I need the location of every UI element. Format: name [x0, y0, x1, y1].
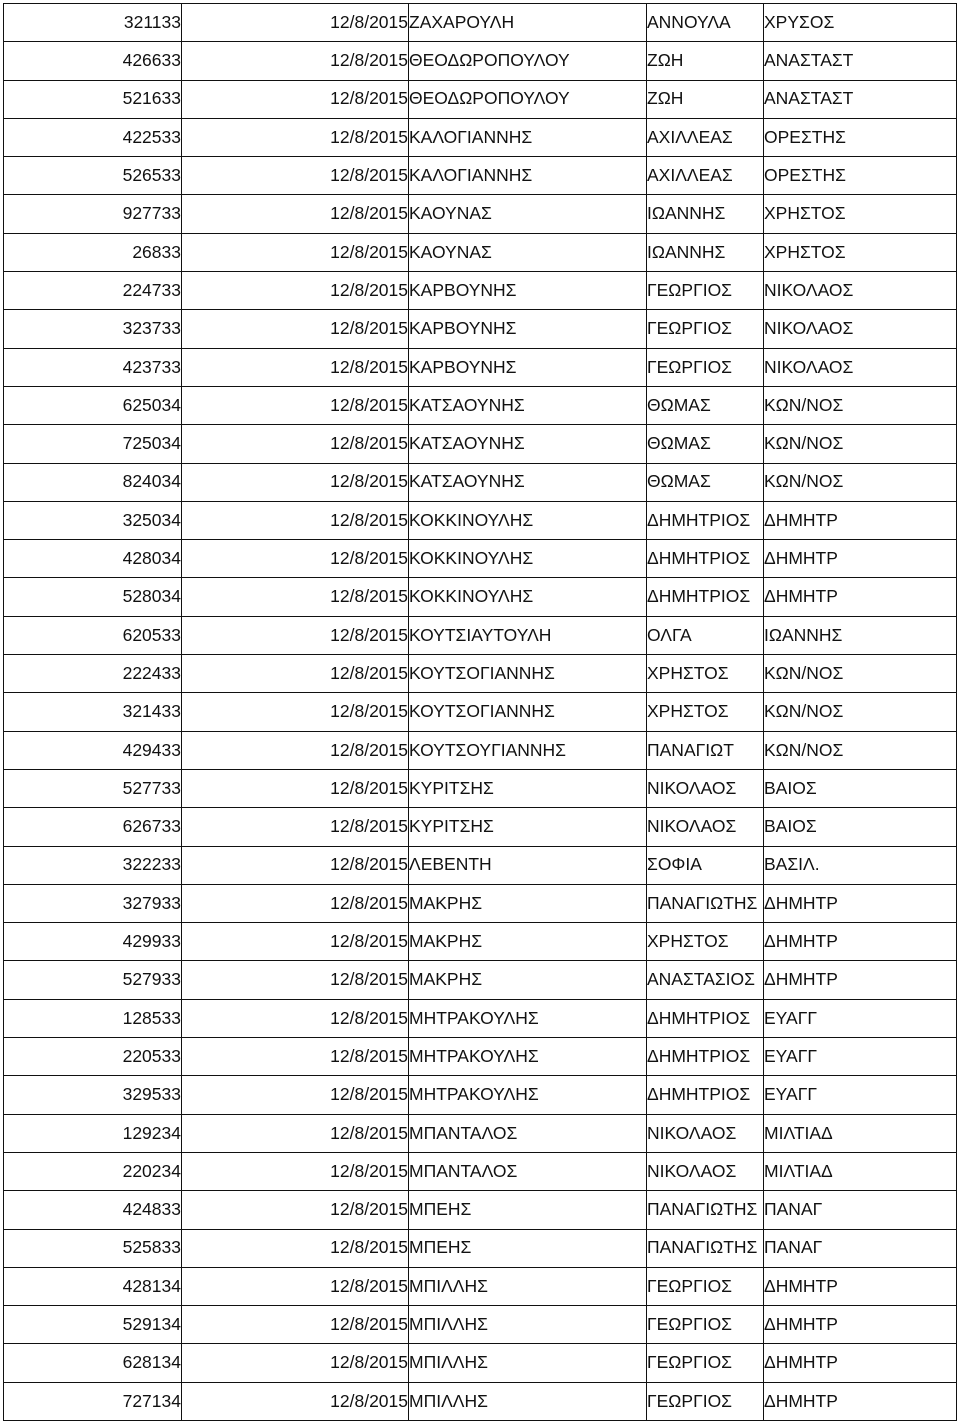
record-code-cell: 725034	[4, 425, 182, 463]
record-date-cell: 12/8/2015	[182, 923, 409, 961]
record-surname-cell: ΘΕΟΔΩΡΟΠΟΥΛΟΥ	[409, 80, 647, 118]
record-first-name-cell: ΑΝΝΟΥΛΑ	[647, 4, 764, 42]
record-date-cell: 12/8/2015	[182, 42, 409, 80]
record-father-name-cell: ΔΗΜΗΤΡ	[764, 923, 957, 961]
record-date-cell: 12/8/2015	[182, 1076, 409, 1114]
table-row	[4, 310, 957, 348]
record-first-name-cell: ΠΑΝΑΓΙΩΤΗΣ	[647, 884, 764, 922]
record-code-cell: 626733	[4, 808, 182, 846]
record-code-cell: 527733	[4, 769, 182, 807]
record-surname-cell: ΜΠΕΗΣ	[409, 1191, 647, 1229]
record-father-name-cell: ΠΑΝΑΓ	[764, 1229, 957, 1267]
record-surname-cell: ΜΠΙΛΛΗΣ	[409, 1306, 647, 1344]
record-father-name-cell: ΜΙΛΤΙΑΔ	[764, 1152, 957, 1190]
table-row	[4, 540, 957, 578]
record-father-name-cell: ΔΗΜΗΤΡ	[764, 1306, 957, 1344]
record-date-cell: 12/8/2015	[182, 1267, 409, 1305]
record-first-name-cell: ΟΛΓΑ	[647, 616, 764, 654]
record-father-name-cell: ΚΩΝ/ΝΟΣ	[764, 731, 957, 769]
record-first-name-cell: ΔΗΜΗΤΡΙΟΣ	[647, 578, 764, 616]
record-code-cell: 424833	[4, 1191, 182, 1229]
record-date-cell: 12/8/2015	[182, 4, 409, 42]
record-code-cell: 727134	[4, 1382, 182, 1420]
record-first-name-cell: ΓΕΩΡΓΙΟΣ	[647, 272, 764, 310]
table-row	[4, 655, 957, 693]
record-code-cell: 222433	[4, 655, 182, 693]
table-row	[4, 386, 957, 424]
table-row	[4, 999, 957, 1037]
record-first-name-cell: ΘΩΜΑΣ	[647, 425, 764, 463]
record-father-name-cell: ΧΡΥΣΟΣ	[764, 4, 957, 42]
record-code-cell: 429933	[4, 923, 182, 961]
record-father-name-cell: ΒΑΙΟΣ	[764, 769, 957, 807]
record-first-name-cell: ΓΕΩΡΓΙΟΣ	[647, 310, 764, 348]
record-code-cell: 327933	[4, 884, 182, 922]
record-surname-cell: ΚΟΚΚΙΝΟΥΛΗΣ	[409, 540, 647, 578]
record-father-name-cell: ΕΥΑΓΓ	[764, 999, 957, 1037]
record-surname-cell: ΜΠΙΛΛΗΣ	[409, 1382, 647, 1420]
record-father-name-cell: ΔΗΜΗΤΡ	[764, 1267, 957, 1305]
record-code-cell: 321133	[4, 4, 182, 42]
record-date-cell: 12/8/2015	[182, 348, 409, 386]
record-surname-cell: ΚΑΟΥΝΑΣ	[409, 233, 647, 271]
record-father-name-cell: ΝΙΚΟΛΑΟΣ	[764, 348, 957, 386]
records-table-body	[4, 4, 957, 1421]
record-surname-cell: ΜΑΚΡΗΣ	[409, 923, 647, 961]
table-row	[4, 348, 957, 386]
table-row	[4, 1344, 957, 1382]
record-code-cell: 422533	[4, 118, 182, 156]
table-row	[4, 578, 957, 616]
table-row	[4, 808, 957, 846]
record-surname-cell: ΚΑΡΒΟΥΝΗΣ	[409, 272, 647, 310]
record-first-name-cell: ΝΙΚΟΛΑΟΣ	[647, 808, 764, 846]
record-date-cell: 12/8/2015	[182, 731, 409, 769]
record-first-name-cell: ΓΕΩΡΓΙΟΣ	[647, 1267, 764, 1305]
record-surname-cell: ΚΟΥΤΣΟΓΙΑΝΝΗΣ	[409, 693, 647, 731]
record-father-name-cell: ΕΥΑΓΓ	[764, 1038, 957, 1076]
table-row	[4, 42, 957, 80]
record-first-name-cell: ΔΗΜΗΤΡΙΟΣ	[647, 1038, 764, 1076]
record-date-cell: 12/8/2015	[182, 540, 409, 578]
record-surname-cell: ΚΟΚΚΙΝΟΥΛΗΣ	[409, 578, 647, 616]
record-first-name-cell: ΧΡΗΣΤΟΣ	[647, 693, 764, 731]
record-date-cell: 12/8/2015	[182, 157, 409, 195]
table-row	[4, 884, 957, 922]
record-code-cell: 129234	[4, 1114, 182, 1152]
record-father-name-cell: ΒΑΙΟΣ	[764, 808, 957, 846]
record-code-cell: 323733	[4, 310, 182, 348]
record-date-cell: 12/8/2015	[182, 693, 409, 731]
record-first-name-cell: ΙΩΑΝΝΗΣ	[647, 195, 764, 233]
record-code-cell: 527933	[4, 961, 182, 999]
record-date-cell: 12/8/2015	[182, 501, 409, 539]
record-date-cell: 12/8/2015	[182, 961, 409, 999]
record-date-cell: 12/8/2015	[182, 808, 409, 846]
record-father-name-cell: ΔΗΜΗΤΡ	[764, 501, 957, 539]
record-date-cell: 12/8/2015	[182, 616, 409, 654]
record-code-cell: 628134	[4, 1344, 182, 1382]
record-code-cell: 322233	[4, 846, 182, 884]
record-surname-cell: ΚΑΤΣΑΟΥΝΗΣ	[409, 463, 647, 501]
record-first-name-cell: ΠΑΝΑΓΙΩΤΗΣ	[647, 1191, 764, 1229]
record-first-name-cell: ΙΩΑΝΝΗΣ	[647, 233, 764, 271]
table-row	[4, 1382, 957, 1420]
record-code-cell: 428134	[4, 1267, 182, 1305]
record-surname-cell: ΚΥΡΙΤΣΗΣ	[409, 769, 647, 807]
record-first-name-cell: ΠΑΝΑΓΙΩΤΗΣ	[647, 1229, 764, 1267]
record-date-cell: 12/8/2015	[182, 1038, 409, 1076]
record-code-cell: 529134	[4, 1306, 182, 1344]
table-row	[4, 1229, 957, 1267]
record-surname-cell: ΚΑΡΒΟΥΝΗΣ	[409, 310, 647, 348]
record-father-name-cell: ΑΝΑΣΤΑΣΤ	[764, 42, 957, 80]
record-father-name-cell: ΚΩΝ/ΝΟΣ	[764, 463, 957, 501]
record-surname-cell: ΚΑΛΟΓΙΑΝΝΗΣ	[409, 118, 647, 156]
record-surname-cell: ΜΠΙΛΛΗΣ	[409, 1344, 647, 1382]
record-code-cell: 329533	[4, 1076, 182, 1114]
record-first-name-cell: ΣΟΦΙΑ	[647, 846, 764, 884]
record-code-cell: 525833	[4, 1229, 182, 1267]
table-row	[4, 1152, 957, 1190]
record-date-cell: 12/8/2015	[182, 846, 409, 884]
record-surname-cell: ΚΑΤΣΑΟΥΝΗΣ	[409, 386, 647, 424]
record-surname-cell: ΜΑΚΡΗΣ	[409, 884, 647, 922]
record-father-name-cell: ΟΡΕΣΤΗΣ	[764, 157, 957, 195]
table-row	[4, 80, 957, 118]
record-first-name-cell: ΑΝΑΣΤΑΣΙΟΣ	[647, 961, 764, 999]
record-first-name-cell: ΔΗΜΗΤΡΙΟΣ	[647, 501, 764, 539]
record-father-name-cell: ΑΝΑΣΤΑΣΤ	[764, 80, 957, 118]
record-date-cell: 12/8/2015	[182, 578, 409, 616]
record-date-cell: 12/8/2015	[182, 272, 409, 310]
record-date-cell: 12/8/2015	[182, 233, 409, 271]
record-father-name-cell: ΚΩΝ/ΝΟΣ	[764, 693, 957, 731]
record-father-name-cell: ΚΩΝ/ΝΟΣ	[764, 386, 957, 424]
record-father-name-cell: ΚΩΝ/ΝΟΣ	[764, 425, 957, 463]
record-surname-cell: ΜΠΕΗΣ	[409, 1229, 647, 1267]
record-father-name-cell: ΝΙΚΟΛΑΟΣ	[764, 272, 957, 310]
record-first-name-cell: ΑΧΙΛΛΕΑΣ	[647, 157, 764, 195]
record-surname-cell: ΚΟΚΚΙΝΟΥΛΗΣ	[409, 501, 647, 539]
table-row	[4, 769, 957, 807]
record-first-name-cell: ΓΕΩΡΓΙΟΣ	[647, 1306, 764, 1344]
record-surname-cell: ΜΗΤΡΑΚΟΥΛΗΣ	[409, 999, 647, 1037]
record-code-cell: 625034	[4, 386, 182, 424]
record-surname-cell: ΜΠΙΛΛΗΣ	[409, 1267, 647, 1305]
record-date-cell: 12/8/2015	[182, 463, 409, 501]
record-surname-cell: ΚΑΛΟΓΙΑΝΝΗΣ	[409, 157, 647, 195]
record-date-cell: 12/8/2015	[182, 195, 409, 233]
record-surname-cell: ΜΠΑΝΤΑΛΟΣ	[409, 1152, 647, 1190]
record-first-name-cell: ΘΩΜΑΣ	[647, 463, 764, 501]
record-father-name-cell: ΧΡΗΣΤΟΣ	[764, 233, 957, 271]
record-first-name-cell: ΝΙΚΟΛΑΟΣ	[647, 1152, 764, 1190]
record-date-cell: 12/8/2015	[182, 1229, 409, 1267]
record-first-name-cell: ΝΙΚΟΛΑΟΣ	[647, 769, 764, 807]
record-date-cell: 12/8/2015	[182, 1382, 409, 1420]
record-father-name-cell: ΒΑΣΙΛ.	[764, 846, 957, 884]
records-table	[3, 3, 957, 1421]
table-row	[4, 1114, 957, 1152]
record-first-name-cell: ΔΗΜΗΤΡΙΟΣ	[647, 540, 764, 578]
record-father-name-cell: ΚΩΝ/ΝΟΣ	[764, 655, 957, 693]
record-first-name-cell: ΓΕΩΡΓΙΟΣ	[647, 1382, 764, 1420]
table-row	[4, 1038, 957, 1076]
record-father-name-cell: ΧΡΗΣΤΟΣ	[764, 195, 957, 233]
record-date-cell: 12/8/2015	[182, 655, 409, 693]
record-father-name-cell: ΔΗΜΗΤΡ	[764, 540, 957, 578]
table-row	[4, 157, 957, 195]
record-first-name-cell: ΓΕΩΡΓΙΟΣ	[647, 1344, 764, 1382]
record-date-cell: 12/8/2015	[182, 386, 409, 424]
record-code-cell: 423733	[4, 348, 182, 386]
record-father-name-cell: ΟΡΕΣΤΗΣ	[764, 118, 957, 156]
record-father-name-cell: ΕΥΑΓΓ	[764, 1076, 957, 1114]
table-row	[4, 1306, 957, 1344]
record-code-cell: 220533	[4, 1038, 182, 1076]
record-father-name-cell: ΔΗΜΗΤΡ	[764, 578, 957, 616]
table-row	[4, 693, 957, 731]
record-first-name-cell: ΑΧΙΛΛΕΑΣ	[647, 118, 764, 156]
record-first-name-cell: ΧΡΗΣΤΟΣ	[647, 923, 764, 961]
record-date-cell: 12/8/2015	[182, 1344, 409, 1382]
record-date-cell: 12/8/2015	[182, 80, 409, 118]
record-date-cell: 12/8/2015	[182, 310, 409, 348]
record-code-cell: 325034	[4, 501, 182, 539]
record-surname-cell: ΚΟΥΤΣΟΓΙΑΝΝΗΣ	[409, 655, 647, 693]
record-surname-cell: ΚΥΡΙΤΣΗΣ	[409, 808, 647, 846]
record-code-cell: 526533	[4, 157, 182, 195]
record-surname-cell: ΚΟΥΤΣΙΑΥΤΟΥΛΗ	[409, 616, 647, 654]
record-surname-cell: ΚΑΡΒΟΥΝΗΣ	[409, 348, 647, 386]
record-code-cell: 220234	[4, 1152, 182, 1190]
record-code-cell: 528034	[4, 578, 182, 616]
record-first-name-cell: ΖΩΗ	[647, 80, 764, 118]
record-date-cell: 12/8/2015	[182, 999, 409, 1037]
record-surname-cell: ΚΟΥΤΣΟΥΓΙΑΝΝΗΣ	[409, 731, 647, 769]
record-code-cell: 428034	[4, 540, 182, 578]
record-first-name-cell: ΝΙΚΟΛΑΟΣ	[647, 1114, 764, 1152]
table-row	[4, 1076, 957, 1114]
record-date-cell: 12/8/2015	[182, 118, 409, 156]
table-row	[4, 272, 957, 310]
table-row	[4, 195, 957, 233]
record-surname-cell: ΚΑΤΣΑΟΥΝΗΣ	[409, 425, 647, 463]
record-surname-cell: ΖΑΧΑΡΟΥΛΗ	[409, 4, 647, 42]
record-surname-cell: ΜΗΤΡΑΚΟΥΛΗΣ	[409, 1038, 647, 1076]
record-code-cell: 620533	[4, 616, 182, 654]
record-date-cell: 12/8/2015	[182, 1114, 409, 1152]
table-row	[4, 4, 957, 42]
record-first-name-cell: ΖΩΗ	[647, 42, 764, 80]
record-father-name-cell: ΠΑΝΑΓ	[764, 1191, 957, 1229]
table-row	[4, 616, 957, 654]
table-row	[4, 118, 957, 156]
table-row	[4, 1267, 957, 1305]
record-date-cell: 12/8/2015	[182, 769, 409, 807]
record-father-name-cell: ΝΙΚΟΛΑΟΣ	[764, 310, 957, 348]
record-date-cell: 12/8/2015	[182, 1306, 409, 1344]
table-row	[4, 1191, 957, 1229]
table-row	[4, 501, 957, 539]
record-code-cell: 824034	[4, 463, 182, 501]
record-code-cell: 521633	[4, 80, 182, 118]
record-date-cell: 12/8/2015	[182, 1191, 409, 1229]
record-father-name-cell: ΔΗΜΗΤΡ	[764, 1344, 957, 1382]
record-code-cell: 224733	[4, 272, 182, 310]
record-father-name-cell: ΔΗΜΗΤΡ	[764, 1382, 957, 1420]
record-surname-cell: ΛΕΒΕΝΤΗ	[409, 846, 647, 884]
record-surname-cell: ΚΑΟΥΝΑΣ	[409, 195, 647, 233]
record-father-name-cell: ΔΗΜΗΤΡ	[764, 884, 957, 922]
record-first-name-cell: ΧΡΗΣΤΟΣ	[647, 655, 764, 693]
record-first-name-cell: ΓΕΩΡΓΙΟΣ	[647, 348, 764, 386]
record-first-name-cell: ΔΗΜΗΤΡΙΟΣ	[647, 1076, 764, 1114]
record-code-cell: 26833	[4, 233, 182, 271]
table-row	[4, 731, 957, 769]
record-first-name-cell: ΘΩΜΑΣ	[647, 386, 764, 424]
record-date-cell: 12/8/2015	[182, 425, 409, 463]
record-code-cell: 927733	[4, 195, 182, 233]
record-date-cell: 12/8/2015	[182, 884, 409, 922]
table-row	[4, 463, 957, 501]
table-row	[4, 846, 957, 884]
record-code-cell: 426633	[4, 42, 182, 80]
record-surname-cell: ΜΑΚΡΗΣ	[409, 961, 647, 999]
record-first-name-cell: ΔΗΜΗΤΡΙΟΣ	[647, 999, 764, 1037]
record-surname-cell: ΘΕΟΔΩΡΟΠΟΥΛΟΥ	[409, 42, 647, 80]
record-surname-cell: ΜΗΤΡΑΚΟΥΛΗΣ	[409, 1076, 647, 1114]
record-father-name-cell: ΙΩΑΝΝΗΣ	[764, 616, 957, 654]
record-father-name-cell: ΜΙΛΤΙΑΔ	[764, 1114, 957, 1152]
record-code-cell: 321433	[4, 693, 182, 731]
record-surname-cell: ΜΠΑΝΤΑΛΟΣ	[409, 1114, 647, 1152]
record-first-name-cell: ΠΑΝΑΓΙΩΤ	[647, 731, 764, 769]
table-row	[4, 923, 957, 961]
table-row	[4, 425, 957, 463]
record-code-cell: 128533	[4, 999, 182, 1037]
record-father-name-cell: ΔΗΜΗΤΡ	[764, 961, 957, 999]
table-row	[4, 233, 957, 271]
record-code-cell: 429433	[4, 731, 182, 769]
table-row	[4, 961, 957, 999]
record-date-cell: 12/8/2015	[182, 1152, 409, 1190]
